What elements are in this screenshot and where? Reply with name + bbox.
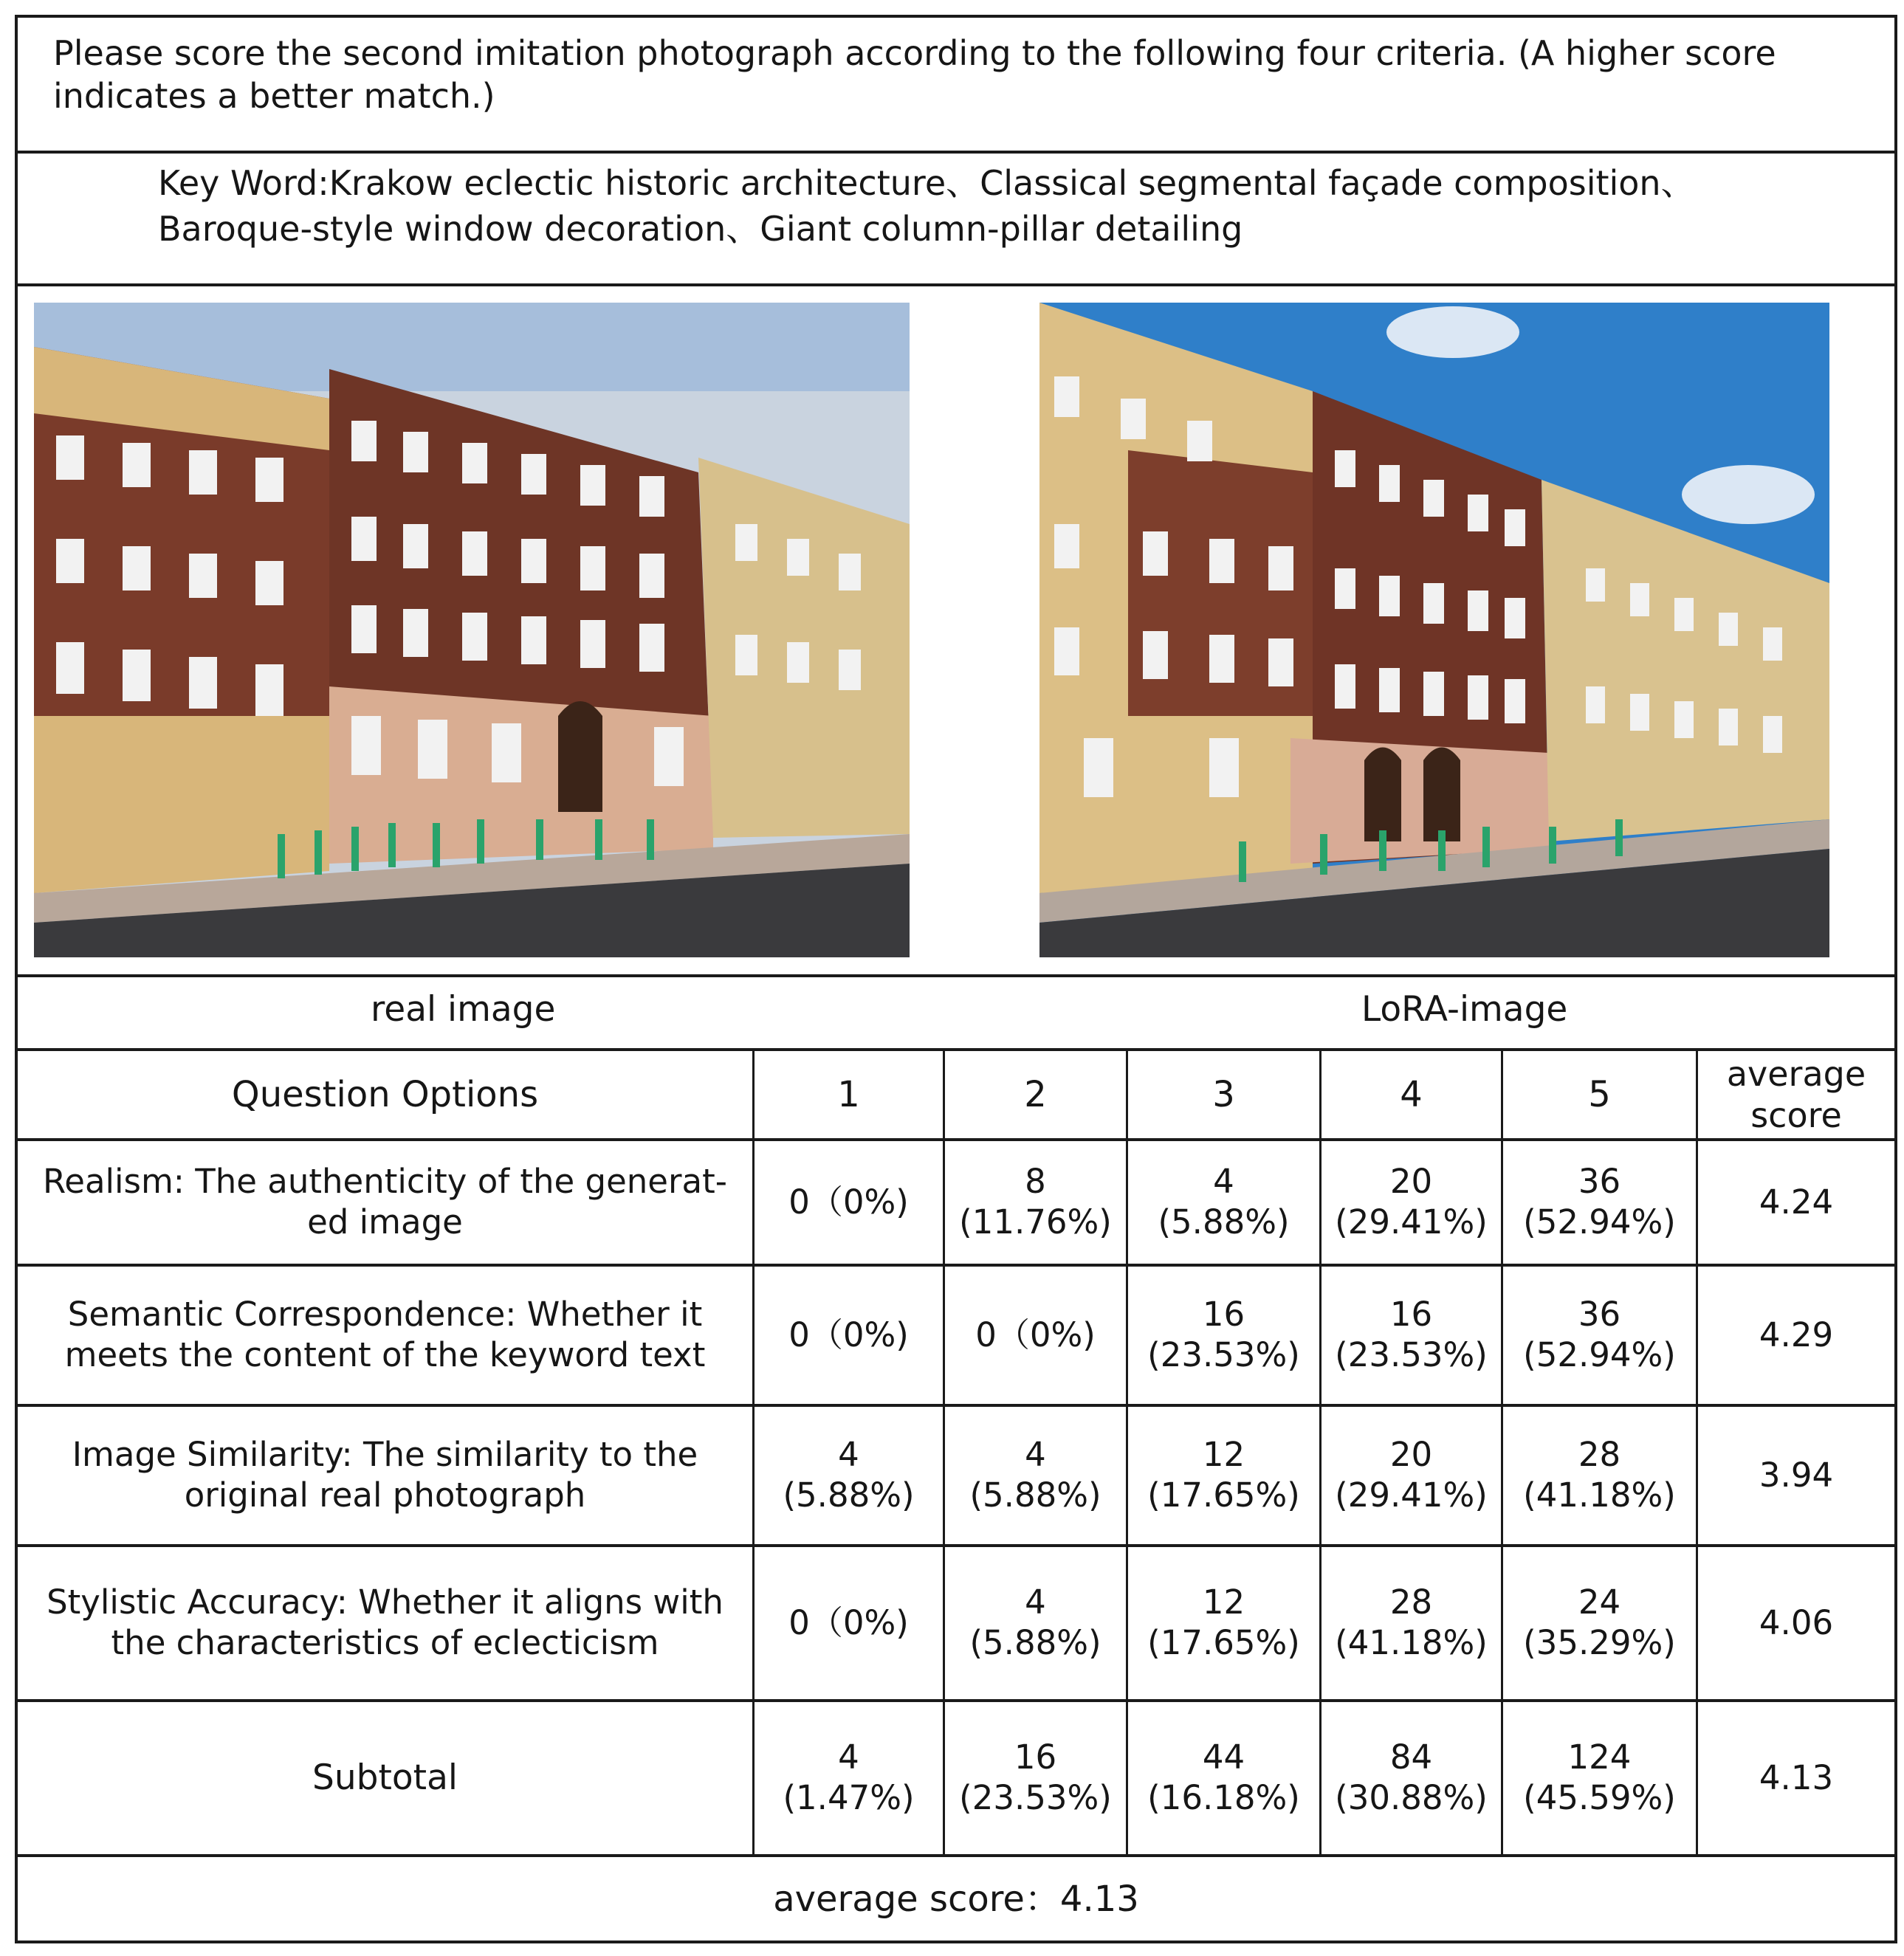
cell-similarity-3: 12 (17.65%) [1147, 1435, 1300, 1515]
cell-similarity-4: 20 (29.41%) [1335, 1435, 1488, 1515]
cell-realism-avg: 4.24 [1759, 1182, 1834, 1222]
lora-photo [1039, 303, 1829, 957]
cell-semantic-3: 16 (23.53%) [1147, 1295, 1300, 1374]
cell-similarity-5: 28 (41.18%) [1523, 1435, 1676, 1515]
cell-similarity-1: 4 (5.88%) [783, 1435, 915, 1515]
divider [18, 283, 1894, 286]
cell-realism-2: 8 (11.76%) [959, 1162, 1112, 1242]
cell-semantic-2: 0（0%) [975, 1315, 1096, 1354]
cell-subtotal-5: 124 (45.59%) [1523, 1738, 1676, 1817]
cell-realism-1: 0（0%) [788, 1182, 909, 1222]
cell-stylistic-3: 12 (17.65%) [1147, 1583, 1300, 1662]
cell-subtotal-2: 16 (23.53%) [959, 1738, 1112, 1817]
real-photo [34, 303, 910, 957]
cell-stylistic-4: 28 (41.18%) [1335, 1583, 1488, 1662]
header-score-1: 1 [837, 1073, 860, 1115]
header-average-score: average score [1726, 1053, 1866, 1135]
survey-sheet [15, 15, 1897, 1943]
header-score-2: 2 [1024, 1073, 1047, 1115]
cell-stylistic-2: 4 (5.88%) [969, 1583, 1101, 1662]
cell-subtotal-4: 84 (30.88%) [1335, 1738, 1488, 1817]
row-label-semantic: Semantic Correspondence: Whether it meets the content of the keyword text [64, 1295, 706, 1374]
cell-subtotal-avg: 4.13 [1759, 1757, 1834, 1797]
header-score-5: 5 [1588, 1073, 1611, 1115]
lora-photo-illustration [1039, 303, 1829, 957]
cell-similarity-2: 4 (5.88%) [969, 1435, 1101, 1515]
real-photo-illustration [34, 303, 910, 957]
cell-stylistic-5: 24 (35.29%) [1523, 1583, 1676, 1662]
header-score-4: 4 [1400, 1073, 1423, 1115]
header-score-3: 3 [1212, 1073, 1235, 1115]
cell-semantic-4: 16 (23.53%) [1335, 1295, 1488, 1374]
row-label-similarity: Image Similarity: The similarity to the original real photograph [72, 1435, 698, 1515]
cell-similarity-avg: 3.94 [1759, 1455, 1834, 1495]
overall-average-score: average score：4.13 [773, 1878, 1139, 1921]
cell-subtotal-3: 44 (16.18%) [1147, 1738, 1300, 1817]
cell-stylistic-avg: 4.06 [1759, 1602, 1834, 1642]
real-image-label: real image [371, 989, 556, 1030]
cell-realism-5: 36 (52.94%) [1523, 1162, 1676, 1242]
lora-image-label: LoRA-image [1361, 989, 1568, 1030]
row-label-subtotal: Subtotal [312, 1757, 458, 1799]
keywords-line-1: Key Word:Krakow eclectic historic architecture、Classical segmental façade composition、 [158, 163, 1695, 203]
header-question-options: Question Options [231, 1073, 539, 1115]
cell-subtotal-1: 4 (1.47%) [783, 1738, 915, 1817]
cell-realism-4: 20 (29.41%) [1335, 1162, 1488, 1242]
cell-semantic-5: 36 (52.94%) [1523, 1295, 1676, 1374]
instruction-text: Please score the second imitation photograph according to the following four criteria. (A higher score indicates a better match.) [53, 33, 1776, 116]
cell-realism-3: 4 (5.88%) [1158, 1162, 1290, 1242]
row-label-realism: Realism: The authenticity of the generat- ed image [43, 1162, 727, 1242]
cell-semantic-avg: 4.29 [1759, 1315, 1834, 1354]
keywords-line-2: Baroque-style window decoration、Giant column-pillar detailing [158, 209, 1243, 249]
cell-stylistic-1: 0（0%) [788, 1602, 909, 1642]
row-label-stylistic: Stylistic Accuracy: Whether it aligns with the characteristics of eclecticism [47, 1583, 724, 1662]
cell-semantic-1: 0（0%) [788, 1315, 909, 1354]
divider [18, 151, 1894, 154]
divider [18, 974, 1894, 977]
